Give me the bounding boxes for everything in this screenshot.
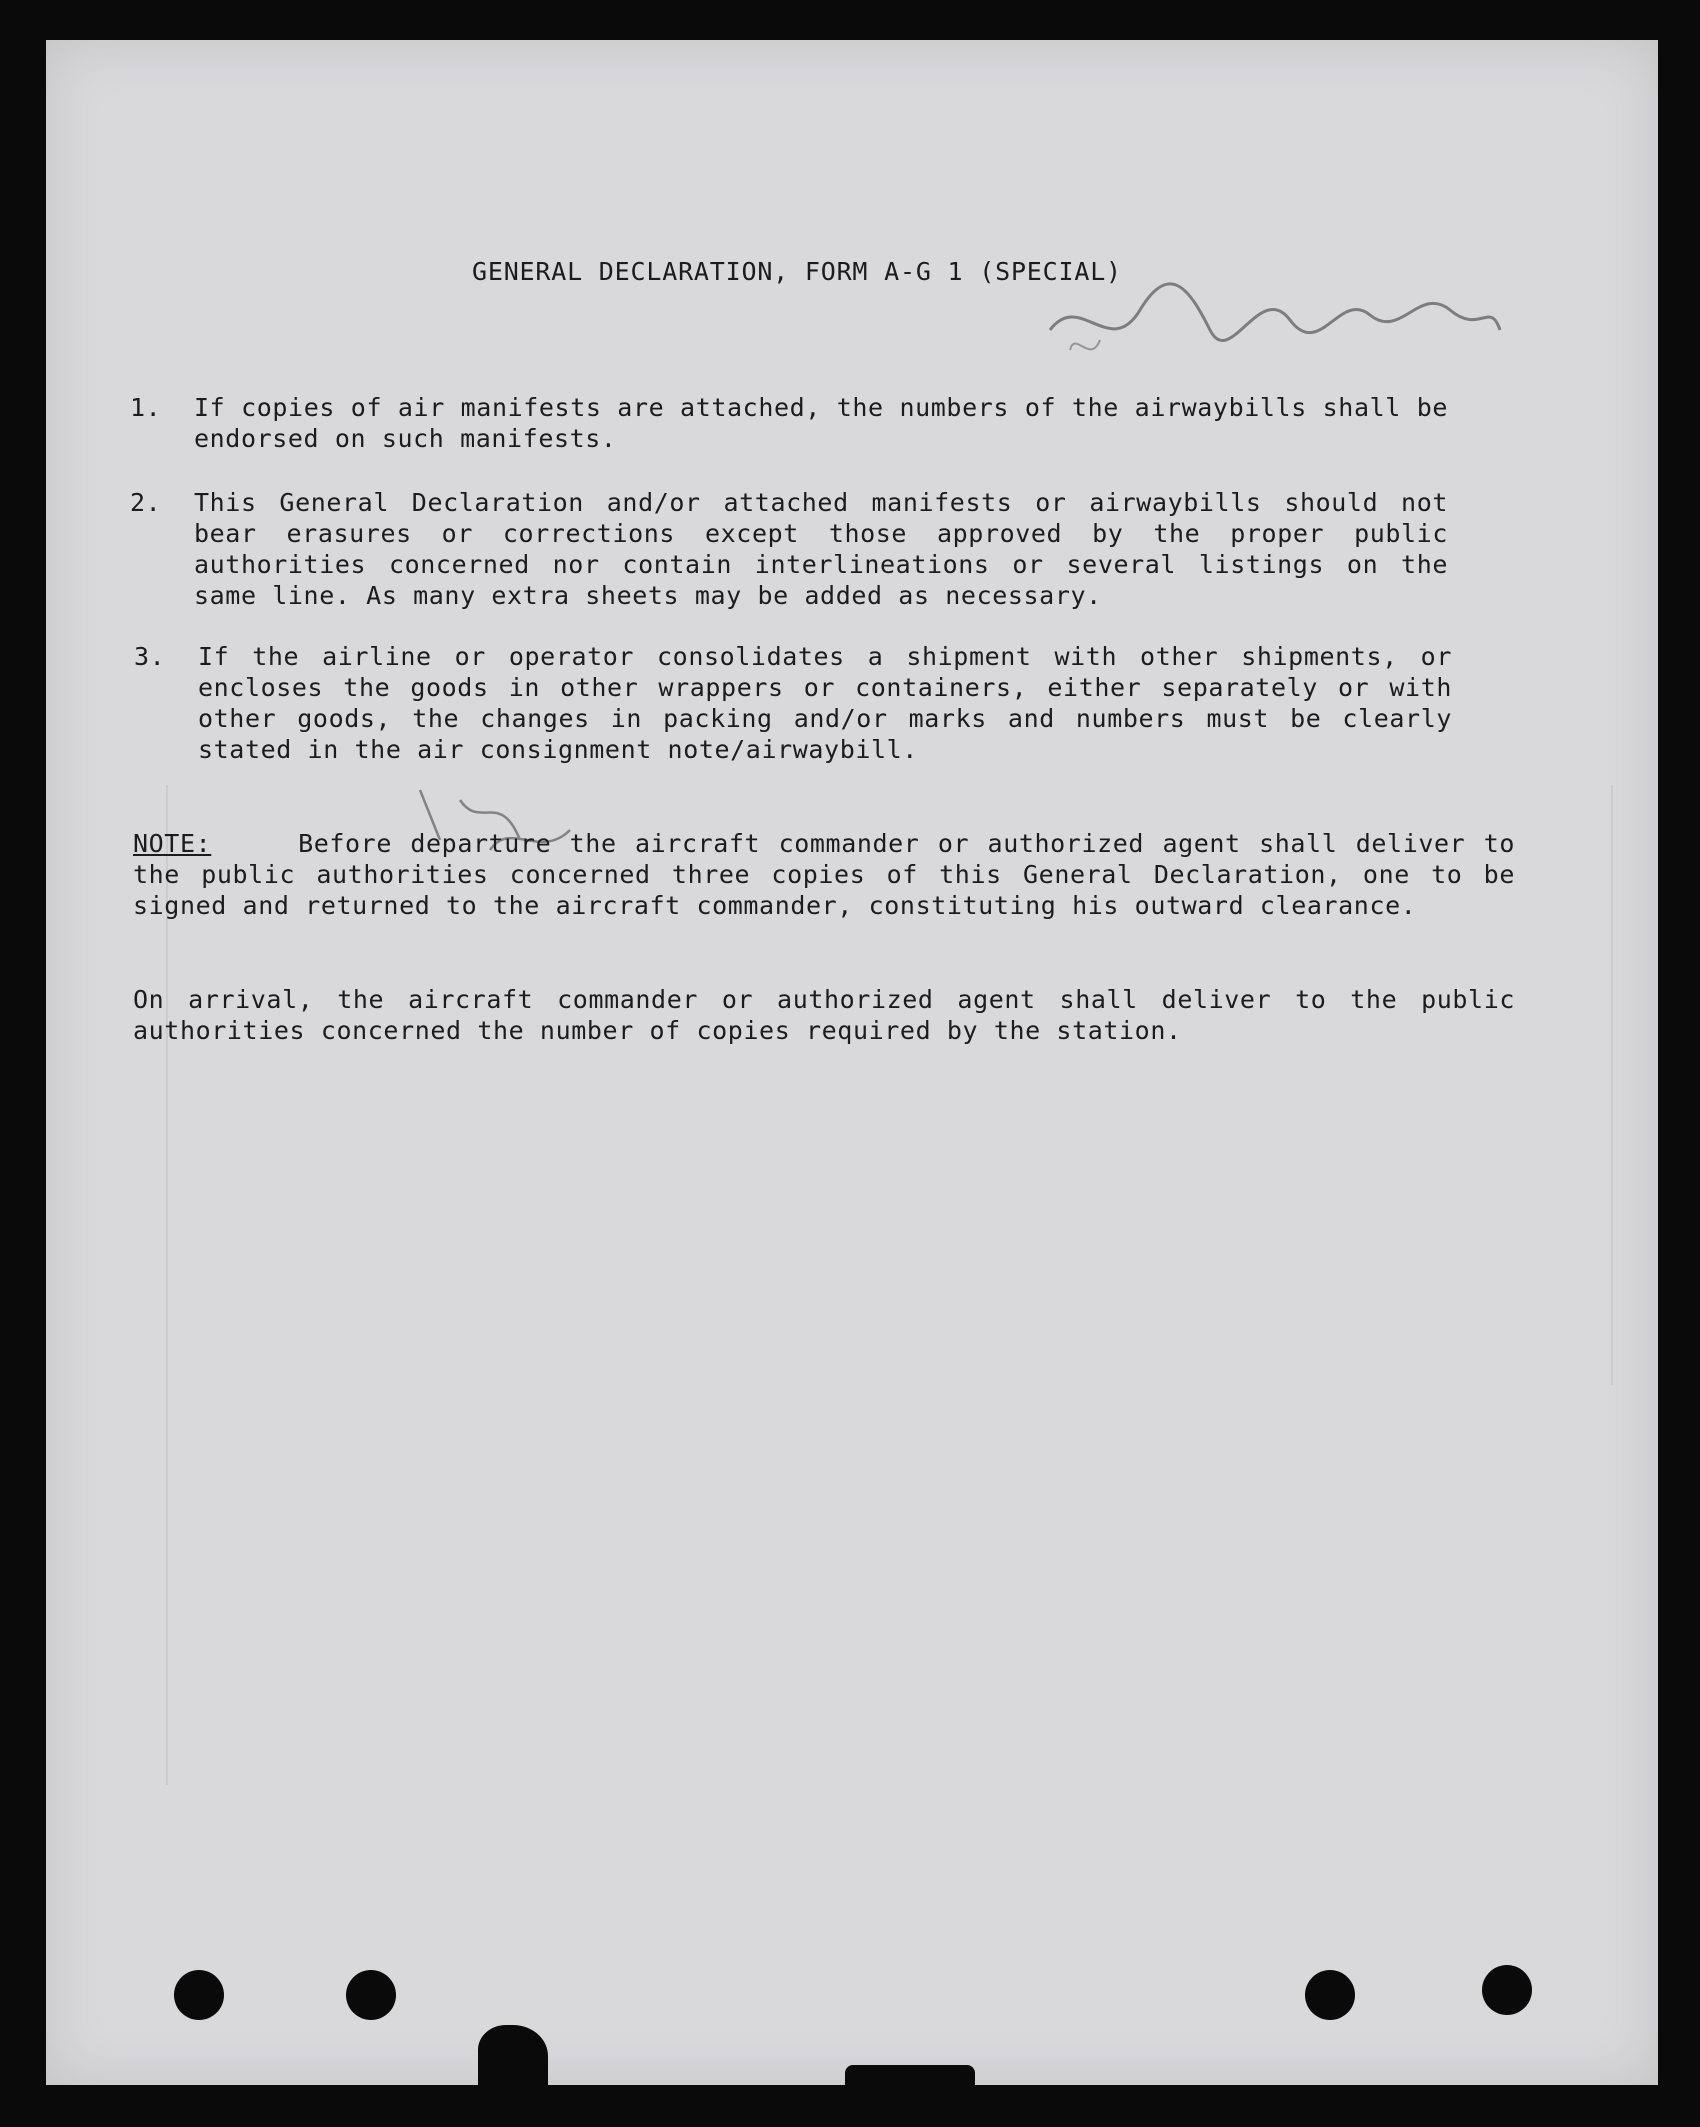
item-number: 2. [130,488,162,517]
item-text: If the airline or operator consolidates a shipment with other shipments, or encloses the goods in other wrappers or containers, either separately or with other goods, the changes in packing and/or marks and numbers must be clearly stated in the air consignment note/airwaybill. [198,642,1452,764]
punch-hole [174,1970,224,2020]
punch-hole [1305,1970,1355,2020]
punch-hole [1482,1965,1532,2015]
punch-hole [346,1970,396,2020]
note-text: Before departure the aircraft commander or authorized agent shall deliver to the public authorities concerned three copies of this General Declaration, one to be signed and returned to the aircraft commander, constituting his outward clearance. [133,829,1516,920]
note-label: NOTE: [133,829,212,858]
note-paragraph [133,828,1515,921]
arrival-paragraph: On arrival, the aircraft commander or authorized agent shall deliver to the public authorities concerned the number of copies required by the station. [133,985,1515,1045]
item-text: If copies of air manifests are attached, the numbers of the airwaybills shall be endorsed on such manifests. [194,393,1448,453]
item-number: 3. [134,642,166,671]
document-title: GENERAL DECLARATION, FORM A-G 1 (SPECIAL) [472,257,1122,286]
handwritten-annotation [1040,270,1510,380]
item-number: 1. [130,393,162,422]
ink-blot [478,2025,548,2087]
item-text: This General Declaration and/or attached manifests or airwaybills should not bear erasures or corrections except those approved by the proper public authorities concerned nor contain interlineations or several listings on the same line. As many extra sheets may be added as necessary. [194,488,1448,610]
ink-blot [845,2065,975,2087]
